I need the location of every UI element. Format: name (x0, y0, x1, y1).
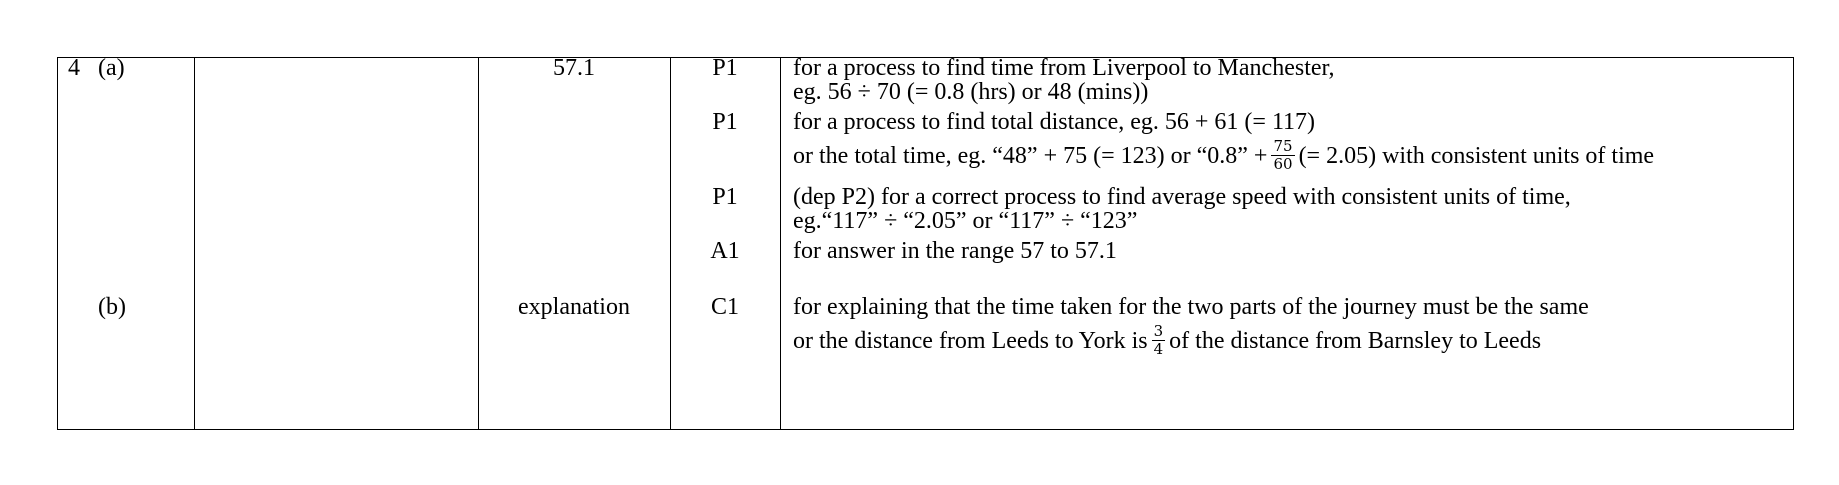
guidance-text: (= 2.05) with consistent units of time (1298, 143, 1655, 170)
mark-guidance: (dep P2) for a correct process to find average speed with consistent units of time, (793, 184, 1571, 210)
mark-guidance: eg.“117” ÷ “2.05” or “117” ÷ “123” (793, 208, 1138, 234)
column-divider (194, 58, 195, 429)
answer-b: explanation (518, 294, 630, 320)
part-label-b: (b) (98, 294, 126, 320)
mark-guidance: eg. 56 ÷ 70 (= 0.8 (hrs) or 48 (mins)) (793, 79, 1149, 105)
fraction (1152, 323, 1166, 358)
fraction (1271, 138, 1294, 173)
guidance-text: or the distance from Leeds to York is (793, 328, 1148, 355)
mark-code: P1 (712, 55, 738, 81)
mark-code: P1 (712, 109, 738, 135)
guidance-text: or the total time, eg. “48” + 75 (= 123) or “0.8” + (793, 143, 1268, 170)
mark-guidance-with-fraction (793, 137, 1655, 175)
mark-code: P1 (712, 184, 738, 210)
mark-guidance: for explaining that the time taken for the two parts of the journey must be the same (793, 294, 1589, 320)
answer-a: 57.1 (553, 55, 595, 81)
mark-guidance: for a process to find time from Liverpool to Manchester, (793, 55, 1335, 81)
mark-guidance: for answer in the range 57 to 57.1 (793, 238, 1117, 264)
mark-guidance-with-fraction (793, 322, 1542, 360)
mark-scheme-table (57, 57, 1794, 430)
column-divider (780, 58, 781, 429)
guidance-text: of the distance from Barnsley to Leeds (1169, 328, 1542, 355)
mark-code: C1 (710, 294, 739, 320)
mark-code: A1 (710, 238, 740, 264)
column-divider (478, 58, 479, 429)
fraction-numerator: 3 (1153, 322, 1164, 340)
part-label-a: (a) (98, 55, 125, 81)
question-number: 4 (68, 55, 80, 81)
fraction-denominator: 60 (1273, 155, 1293, 173)
fraction-denominator: 4 (1153, 340, 1164, 358)
fraction-numerator: 75 (1273, 137, 1293, 155)
mark-guidance: for a process to find total distance, eg. 56 + 61 (= 117) (793, 109, 1316, 135)
